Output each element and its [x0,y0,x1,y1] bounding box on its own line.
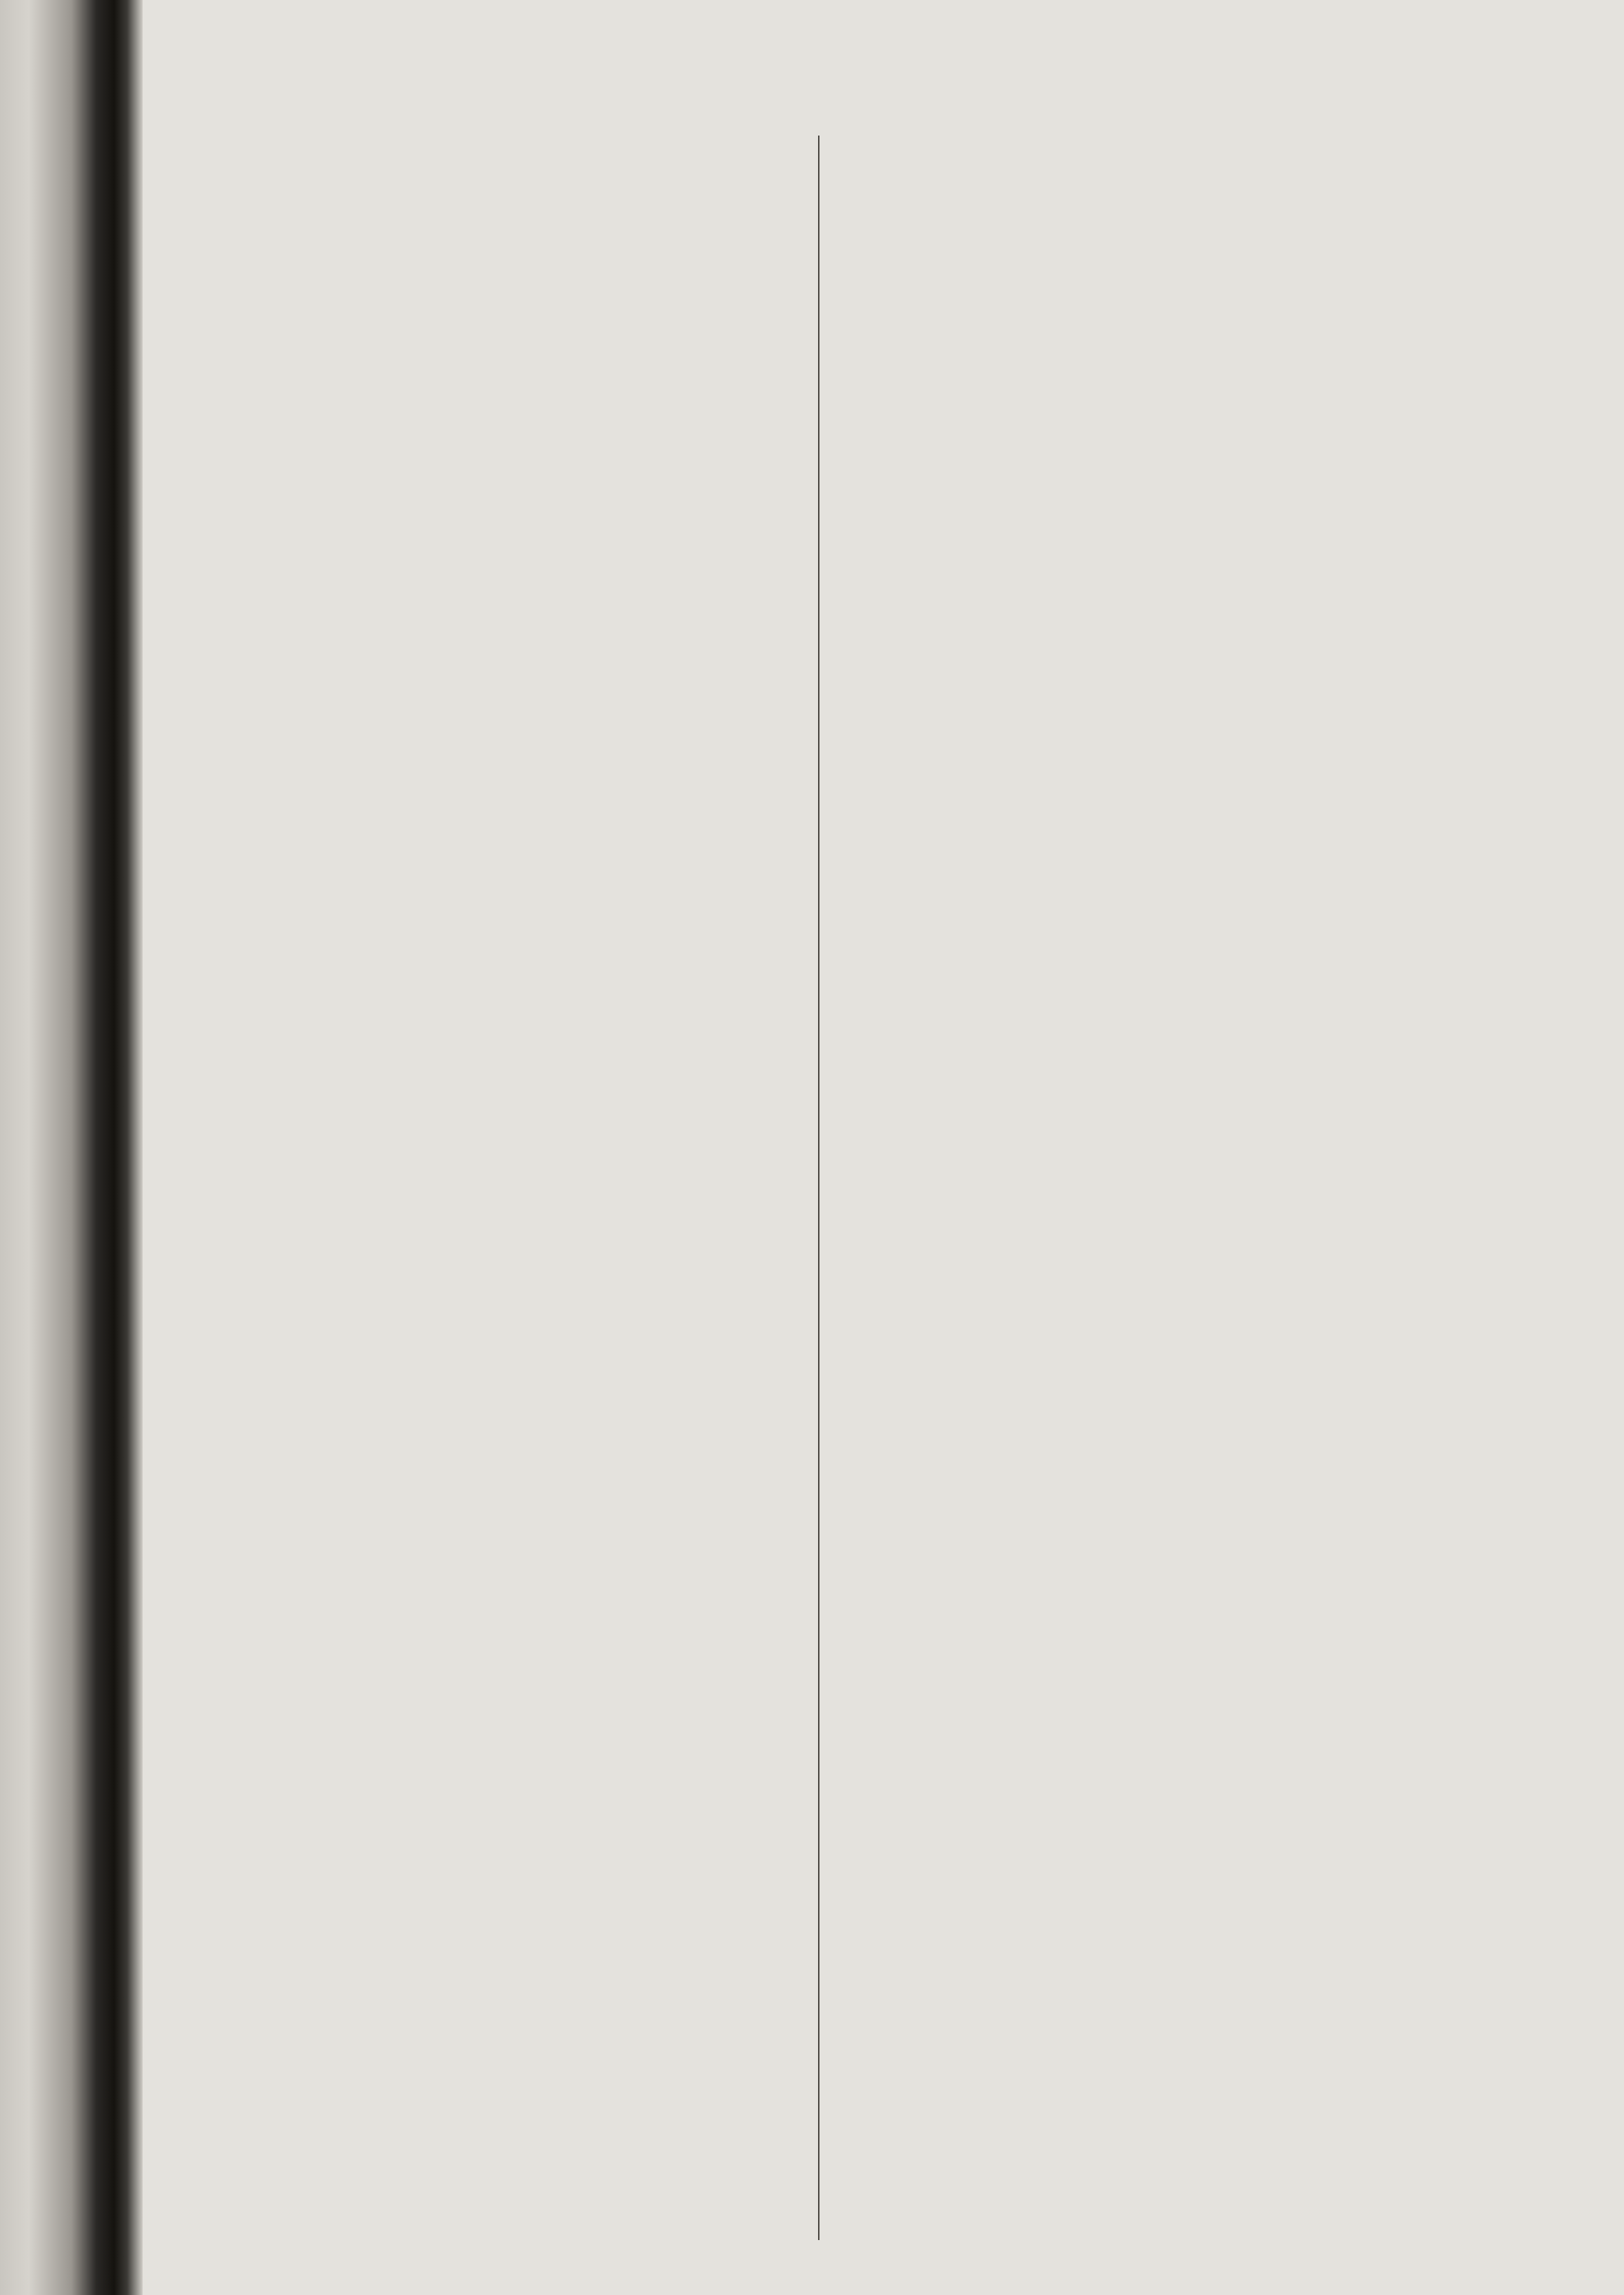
page [132,0,1624,2295]
right-column [832,136,1581,143]
facing-page-margin [0,128,93,2269]
column-rule [818,136,819,2240]
left-column [132,136,808,143]
